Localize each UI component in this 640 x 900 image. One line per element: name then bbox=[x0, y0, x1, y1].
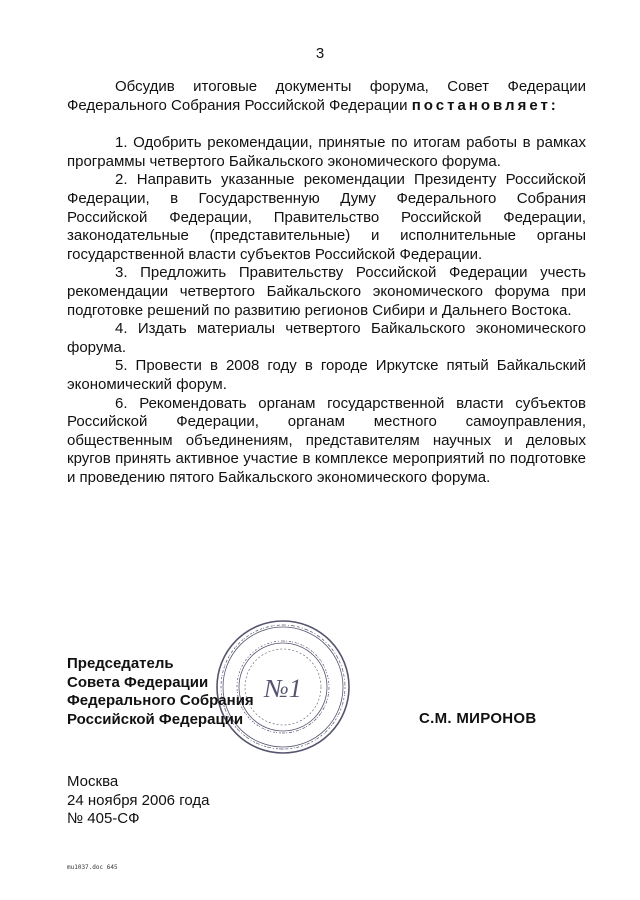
document-number: № 405-СФ bbox=[67, 810, 140, 828]
signatory-title-line: Федерального Собрания bbox=[67, 692, 254, 710]
resolution-item-1: 1. Одобрить рекомендации, принятые по итогам работы в рамках программы четвертого Байкальского экономического форума. bbox=[67, 134, 586, 170]
seal-center-number: №1 bbox=[264, 674, 302, 703]
signatory-title-line: Председатель bbox=[67, 655, 174, 672]
place-and-date bbox=[67, 773, 209, 829]
resolution-item-5: 5. Провести в 2008 году в городе Иркутске пятый Байкальский экономический форум. bbox=[67, 357, 586, 393]
resolves-word: постановляет: bbox=[411, 96, 559, 114]
resolution-item-3: 3. Предложить Правительству Российской Федерации учесть рекомендации четвертого Байкальского экономического форума при подготовке решений по развитию регионов Сибири и Дальнего Востока. bbox=[67, 264, 586, 319]
resolution-item-6: 6. Рекомендовать органам государственной власти субъектов Российской Федерации, органам местного самоуправления, общественным объединениям, представителям научных и деловых кругов принять активное участие в комплексе мероприятий по подготовке и проведению пятого Байкальского экономического форума. bbox=[67, 394, 586, 486]
signatory-name: С.М. МИРОНОВ bbox=[419, 710, 537, 727]
signatory-title bbox=[67, 655, 254, 729]
document-body bbox=[67, 78, 586, 487]
city: Москва bbox=[67, 773, 119, 790]
preamble-paragraph bbox=[67, 78, 586, 115]
signatory-title-line: Совета Федерации bbox=[67, 673, 209, 691]
page-number: 3 bbox=[315, 45, 325, 62]
resolution-item-4: 4. Издать материалы четвертого Байкальского экономического форума. bbox=[67, 320, 586, 356]
file-reference-code: mu1037.doc 645 bbox=[67, 864, 118, 871]
date: 24 ноября 2006 года bbox=[67, 791, 210, 809]
preamble-text: Обсудив итоговые документы форума, Совет Федерации Федерального Собрания Российской Федерации bbox=[67, 78, 586, 114]
signatory-title-line: Российской Федерации bbox=[67, 710, 244, 728]
resolution-item-2: 2. Направить указанные рекомендации Президенту Российской Федерации, в Государственную Думу Федерального Собрания Российской Федерации, Правительство Российской Федерации, законодательные (представительные) и исполнительные органы государственной власти субъектов Российской Федерации. bbox=[67, 171, 586, 263]
